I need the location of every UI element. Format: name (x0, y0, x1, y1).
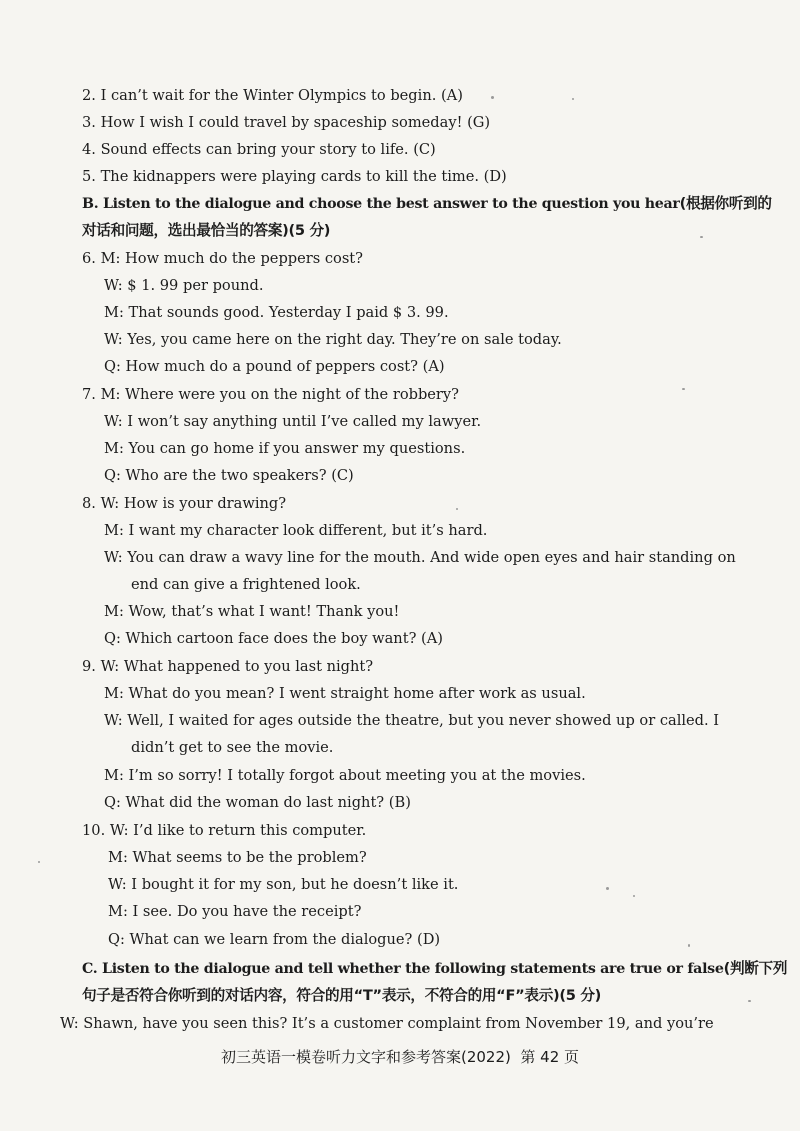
dialogue-line: W: I won’t say anything until I’ve called my lawyer. (104, 413, 482, 430)
dialogue-line: W: Yes, you came here on the right day. They’re on sale today. (104, 331, 562, 348)
footer-title: 初三英语一模卷听力文字和参考答案(2022) (220, 1048, 511, 1066)
dialogue-line: 7. M: Where were you on the night of the robbery? (82, 386, 459, 403)
section-b-instruction: B. Listen to the dialogue and choose the best answer to the question you hear (82, 196, 680, 212)
item-5: 5. The kidnappers were playing cards to kill the time. (D) (82, 168, 507, 185)
dialogue-line: 6. M: How much do the peppers cost? (82, 250, 364, 267)
question-line: Q: What did the woman do last night? (B) (104, 794, 411, 811)
page-number: 第 42 页 (520, 1048, 580, 1066)
section-b-heading-cont: 对话和问题，选出最恰当的答案)(5 分) (82, 222, 331, 239)
question-line: Q: Who are the two speakers? (C) (104, 467, 354, 484)
scan-speck (682, 388, 685, 390)
dialogue-line: M: Wow, that’s what I want! Thank you! (104, 603, 400, 620)
dialogue-line: 10. W: I’d like to return this computer. (82, 822, 367, 839)
dialogue-line: M: That sounds good. Yesterday I paid $ 3. 99. (104, 304, 449, 321)
item-2: 2. I can’t wait for the Winter Olympics to begin. (A) (82, 87, 463, 104)
dialogue-line: W: You can draw a wavy line for the mouth. And wide open eyes and hair standing on (104, 549, 736, 566)
section-c-heading-cont: 句子是否符合你听到的对话内容，符合的用“T”表示，不符合的用“F”表示)(5 分) (82, 987, 602, 1004)
dialogue-line: M: I see. Do you have the receipt? (108, 903, 362, 920)
question-line: Q: Which cartoon face does the boy want? (A) (104, 630, 443, 647)
section-c-instruction: C. Listen to the dialogue and tell whether the following statements are true or false (82, 961, 724, 977)
scan-speck (38, 861, 40, 863)
scan-speck (572, 98, 574, 100)
section-c-heading (82, 959, 787, 979)
dialogue-line: M: I want my character look different, but it’s hard. (104, 522, 488, 539)
scan-speck (633, 895, 635, 897)
section-b-heading (82, 194, 772, 214)
item-4: 4. Sound effects can bring your story to life. (C) (82, 141, 436, 158)
dialogue-line: W: Well, I waited for ages outside the theatre, but you never showed up or called. I (104, 712, 720, 729)
question-line: Q: What can we learn from the dialogue? (D) (108, 931, 441, 948)
dialogue-line: M: What do you mean? I went straight home after work as usual. (104, 685, 586, 702)
question-line: Q: How much do a pound of peppers cost? (A) (104, 358, 445, 375)
dialogue-line: 8. W: How is your drawing? (82, 495, 287, 512)
dialogue-line: W: I bought it for my son, but he doesn’t like it. (108, 876, 459, 893)
section-b-instruction-cn: (根据你听到的 (679, 195, 772, 212)
scan-speck (748, 1000, 751, 1002)
dialogue-line: M: What seems to be the problem? (108, 849, 367, 866)
dialogue-line: 9. W: What happened to you last night? (82, 658, 374, 675)
dialogue-line: W: $ 1. 99 per pound. (104, 277, 264, 294)
dialogue-line: end can give a frightened look. (131, 576, 361, 593)
page-footer (0, 1047, 800, 1067)
dialogue-line: M: I’m so sorry! I totally forgot about meeting you at the movies. (104, 767, 586, 784)
section-c-instruction-cn: (判断下列 (723, 960, 788, 977)
scan-speck (688, 944, 690, 947)
item-3: 3. How I wish I could travel by spaceship someday! (G) (82, 114, 491, 131)
dialogue-line: M: You can go home if you answer my questions. (104, 440, 466, 457)
dialogue-line: didn’t get to see the movie. (131, 739, 334, 756)
scan-speck (456, 508, 458, 510)
scan-speck (606, 887, 609, 890)
scan-speck (491, 96, 494, 99)
dialogue-line: W: Shawn, have you seen this? It’s a customer complaint from November 19, and you’re (60, 1015, 714, 1032)
scan-speck (700, 236, 703, 238)
